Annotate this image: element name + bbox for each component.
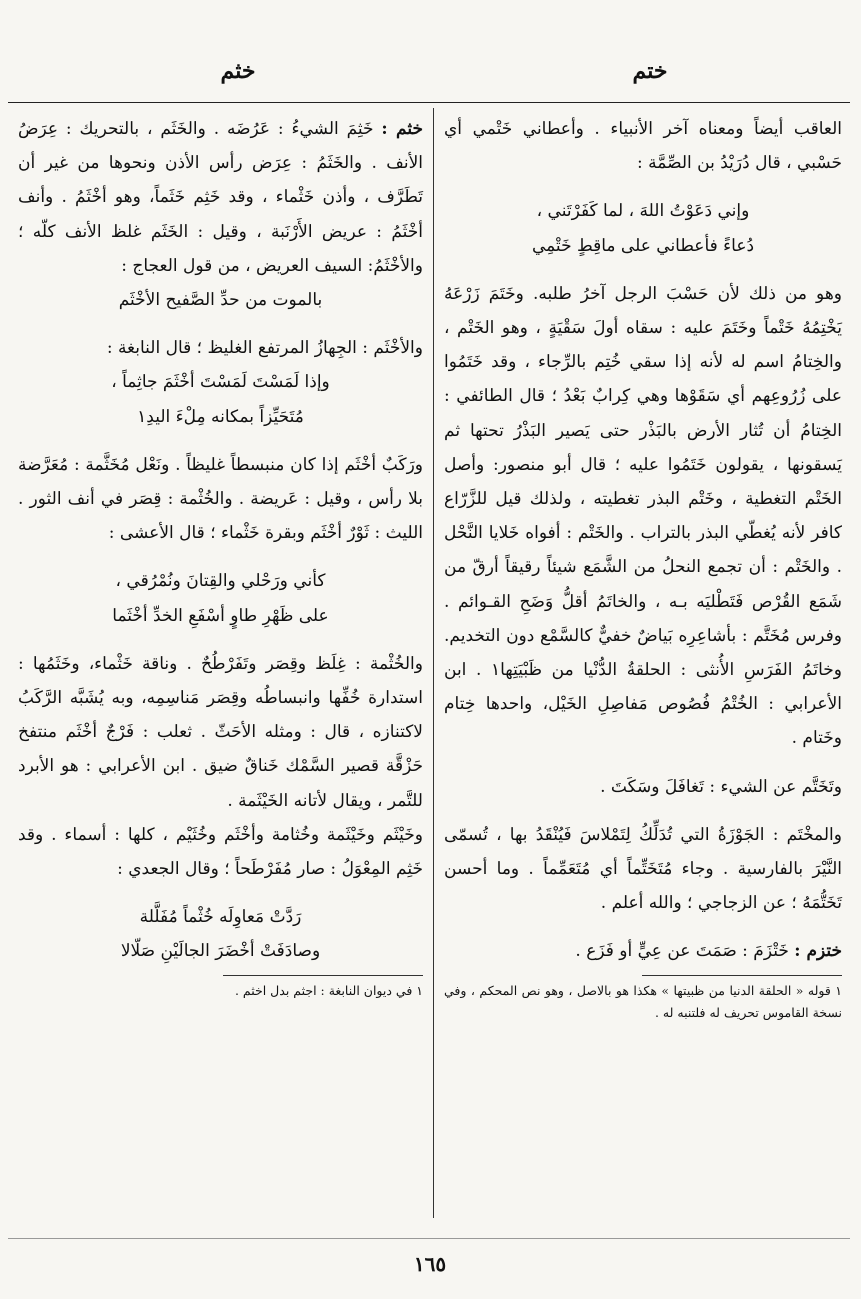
left-column: [18, 112, 423, 1002]
left-verse-2b: مُتَحَيِّزاً بمكانه مِلْءَ اليدِ١: [137, 406, 304, 427]
page-number: ١٦٥: [413, 1252, 447, 1276]
right-verse-1b: دُعاءً فأعطاني على ماقِطٍ خَتْمِي: [531, 235, 755, 256]
left-verse-1: بالموت من حدِّ الصَّفيح الأخْثَم: [118, 290, 323, 311]
right-verse-1a: وإني دَعَوْتُ اللهَ ، لما كَفَرْتَني ،: [536, 201, 750, 222]
right-column: [444, 112, 842, 1024]
left-verse-4a: رَدَّتْ مَعاوِلَه خُثْماً مُفَلَّلة: [139, 907, 302, 928]
header-rule: [8, 102, 850, 103]
right-paragraph-2: وهو من ذلك لأن حَسْبَ الرجل آخرُ طلبه. وخَتَمَ زَرْعَهُ يَخْتِمُهُ خَتْماً وخَتَمَ عليه : سقاه أولَ سَقْيَةٍ ، وهو الخَتْم ، والخِتامُ اسم له لأنه إذا سقي خُتِم بالرِّجاء ، وقد خَتَمُوا على زُرُوعِهم أي سَقَوْها وهي كِرابٌ بَعْدُ ؛ قال الطائفي : الخِتامُ أن تُثار الأرض بالبَذْر حتى يَصير البَذْرُ تحتها ثم يَسقونها ، يقولون خَتَمُوا عليه ؛ قال أبو منصور: وأصل الخَتْم التغطية ، وخَتْم البذر تغطيته ، ولذلك قيل للزَّرّاع كافر لأنه يُغطّي البذر بالتراب . والخَتْم : أفواه خَلايا النَّحْل . والخَتْم : أن تجمع النحلُ من الشَّمَع شيئاً رقيقاً أرقّ من شَمَع القُرْص فَتَطْليَه بـه ، والخاتَمُ أقلُّ وَضَحِ القـوائم . وفرس مُخَتَّم : بأشاعِرِه بَياضٌ خفيٌّ كالسَّمْع دون التخديم. وخاتَمُ الفَرَسِ الأُنثى : الحلقةُ الدُّنْيا من ظَبْيَتِها١ . ابن الأعرابي : الخُتْمُ فُصُوص مَفاصِلِ الخَيْل، واحدها خِتام وخَتام .: [444, 283, 842, 749]
right-paragraph-4: والمخْتَم : الجَوْزَةُ التي تُدَلِّكُ لِتَمْلاسَ فَيُنْقَدُ بها ، تُسمّى النَّيْرَ بالفارسية . وجاء مُتَخَتِّماً أي مُتَعَمِّماً . وما أحسن تَخَتُّمَهُ ؛ عن الزجاجي ؛ والله أعلم .: [444, 824, 842, 914]
right-footnote: ١ قوله « الحلقة الدنيا من ظبيتها » هكذا هو بالاصل ، وهو نص المحكم ، وفي نسخة القاموس تحريف له فلتنبه له .: [444, 982, 842, 1020]
entry-body-khatham: خَثِمَ الشيءُ : عَرُضَه . والخَثَم ، بالتحريك : عِرَضُ الأنف . والخَثَمُ : عِرَض رأس الأذن ونحوها من غير أن تَطَرَّف ، وأذن خَثْماء ، وقد خَثِم خَثَماً، وهو أخْثَمُ . وأنف أخْثَمُ : عريض الأَرْنَبة ، وقيل : الخَثَم غلظ الأنف كلّه ؛ والأخْثَمُ: السيف العريض ، من قول العجاج :: [18, 119, 423, 276]
entry-headword-khatzam: ختزم :: [794, 941, 842, 962]
running-header-left: خثم: [220, 58, 256, 84]
left-verse-3a: كأني ورَحْلي والقِتانَ ونُمْرُقي ،: [115, 571, 326, 592]
left-paragraph-4: والخُثْمة : غِلَظ وقِصَر وتَفَرْطُحٌ . وناقة خَثْماء، وخَثَمُها : استدارة خُفِّها وانبساطُه وقِصَر مَناسِمِه، وبه يُشَبَّه الرَّكَبُ لاكتنازه ، قال : ومثله الأحَثّ . ثعلب : فَرْجٌ أخْثَم منتفخ حَزْقَّة قصير السَّمْك خَناقٌ ضيق . ابن الأعرابي : هو الأبرد للتَّمر ، ويقال لأتانه الخَيْثَمة .: [18, 653, 423, 811]
left-footnote-rule: [223, 975, 423, 976]
entry-headword-khatham: خثم :: [381, 119, 423, 139]
left-paragraph-1: [18, 112, 423, 283]
left-paragraph-5: وخَيْثَم وخَيْثَمة وخُثامة وأخْثَم وخُثَيْم ، كلها : أسماء . وقد خَثِم المِعْوَلُ : صار مُفَرْطَحاً ؛ وقال الجعدي :: [18, 824, 423, 880]
left-verse-3b: على ظَهْرِ طاوٍ أسْفَعِ الخدِّ أخْثَما: [112, 605, 329, 626]
footer-rule: [8, 1238, 850, 1239]
left-verse-2a: وإذا لَمَسْتَ لَمَسْتَ أخْثَمَ جاثِماً ،: [111, 372, 330, 393]
right-paragraph-5: [444, 934, 842, 968]
left-verse-4b: وصادَفَتْ أخْضَرَ الجالَيْنِ صَلّالا: [120, 941, 321, 962]
right-paragraph-1: العاقب أيضاً ومعناه آخر الأنبياء . وأعطاني خَتْمي أي حَسْبي ، قال دُرَيْدُ بن الصِّمَّة :: [444, 119, 842, 174]
entry-body-khatzam: خَتْزَمَ : صَمَتَ عن عِيٍّ أو فَزَع .: [575, 941, 795, 962]
running-header-right: ختم: [632, 58, 668, 84]
right-footnote-rule: [642, 975, 842, 976]
left-footnote: ١ في ديوان النابغة : اجثم بدل اخثم .: [234, 982, 423, 998]
left-paragraph-3: ورَكَبٌ أخْثَم إذا كان منبسطاً غليظاً . ونَعْل مُخَثَّمة : مُعَرَّضة بلا رأس ، وقيل : عَريضة . والخُثْمة : قِصَر في أنف الثور . الليث : ثَوْرٌ أخْثَم وبقرة خَثْماء ؛ قال الأعشى :: [18, 454, 423, 544]
right-paragraph-3: وتَخَتَّم عن الشيء : تَغافَلَ وسَكَتَ .: [600, 776, 842, 797]
column-divider: [433, 108, 434, 1218]
left-paragraph-2: والأخْثَم : الجِهازُ المرتفع الغليظ ؛ قال النابغة :: [106, 338, 423, 359]
